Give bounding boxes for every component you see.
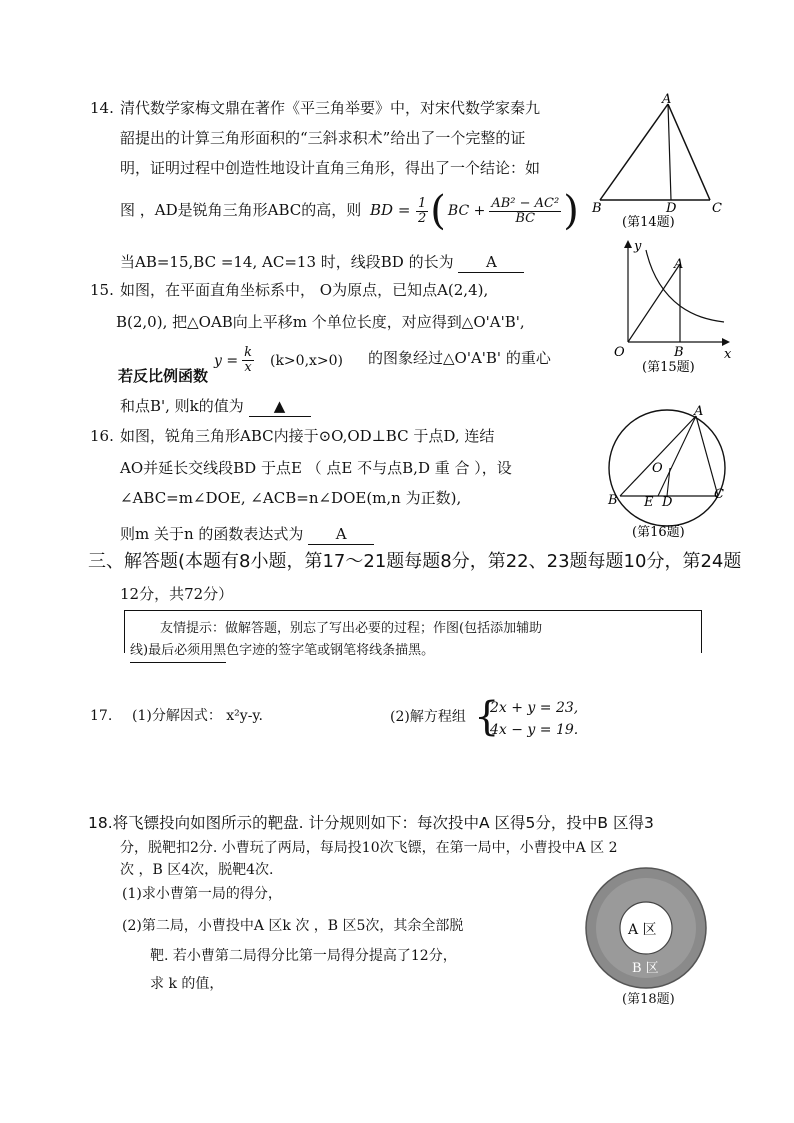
q15-line-1: 如图，在平面直角坐标系中， O为原点，已知点A(2,4), bbox=[120, 281, 489, 299]
q14-height-ad bbox=[668, 104, 671, 200]
q18-line-2: 分，脱靶扣2分. 小曹玩了两局，每局投10次飞镖，在第一局中，小曹投中A 区 2 bbox=[120, 840, 618, 856]
q15-y-arrow bbox=[624, 240, 632, 248]
q16-number: 16. bbox=[90, 427, 114, 445]
q15-function bbox=[214, 346, 343, 375]
q18-caption: (第18题) bbox=[622, 992, 675, 1007]
q14-frac-num: AB² − AC² bbox=[491, 195, 560, 211]
q14-side-ac bbox=[668, 104, 710, 200]
q14-half-num: 1 bbox=[418, 195, 427, 211]
q15-line-4-text: 和点B', 则k的值为 bbox=[120, 397, 244, 415]
q15-line-2: B(2,0), 把△OAB向上平移m 个单位长度，对应得到△O'A'B', bbox=[116, 313, 525, 331]
q17-number: 17. bbox=[90, 708, 113, 724]
q18-part-1: (1)求小曹第一局的得分， bbox=[122, 886, 282, 902]
q16-line-4 bbox=[120, 524, 374, 545]
q16-line-4-text: 则m 关于n 的函数表达式为 bbox=[120, 525, 304, 543]
q15-label-y: y bbox=[634, 239, 642, 254]
q15-line-3-post: 的图象经过△O'A'B' 的重心 bbox=[368, 349, 551, 367]
q15-label-x: x bbox=[724, 347, 732, 362]
q14-label-a: A bbox=[662, 92, 672, 107]
q14-label-b: B bbox=[592, 201, 602, 216]
q17-eq-2: 4x − y = 19. bbox=[490, 722, 579, 738]
hint-underline bbox=[130, 662, 226, 663]
q15-func-cond: (k>0,x>0) bbox=[269, 352, 344, 369]
q18-part-2c: 求 k 的值， bbox=[150, 976, 224, 992]
q16-label-d: D bbox=[662, 495, 673, 510]
q16-line-1: 如图，锐角三角形ABC内接于⊙O,OD⊥BC 于点D, 连结 bbox=[120, 427, 495, 445]
q18-line-3: 次 ，B 区4次，脱靶4次. bbox=[120, 862, 274, 878]
q16-label-a: A bbox=[694, 404, 704, 419]
q14-formula bbox=[416, 188, 579, 234]
q15-label-b: B bbox=[674, 345, 684, 360]
q17-brace: { bbox=[474, 694, 500, 740]
q14-label-d: D bbox=[666, 201, 677, 216]
q16-side-ac bbox=[696, 416, 718, 496]
q14-formula-half bbox=[416, 197, 428, 226]
q16-answer-blank: A bbox=[308, 524, 374, 545]
q17-part-2: (2)解方程组 bbox=[390, 709, 466, 725]
q15-line-3-pre: 若反比例函数 bbox=[118, 367, 209, 385]
q14-left-paren: ( bbox=[430, 188, 446, 234]
q16-label-c: C bbox=[714, 487, 724, 502]
q14-caption: (第14题) bbox=[622, 215, 675, 230]
q14-answer-blank: A bbox=[458, 252, 524, 273]
q14-figure bbox=[588, 92, 728, 234]
q18-part-2: (2)第二局，小曹投中A 区k 次 ，B 区5次，其余全部脱 bbox=[122, 918, 464, 934]
q16-label-o: O bbox=[652, 461, 663, 476]
q15-func-den: x bbox=[244, 360, 252, 375]
q16-label-b: B bbox=[608, 493, 618, 508]
q16-side-ab bbox=[620, 416, 696, 496]
q15-label-a: A bbox=[674, 257, 684, 272]
q14-frac-den: BC bbox=[515, 210, 536, 226]
hint-line-1: 友情提示：做解答题，别忘了写出必要的过程；作图(包括添加辅助 bbox=[160, 621, 543, 636]
q18-zone-b-label: B 区 bbox=[632, 961, 659, 976]
q16-line-3: ∠ABC=m∠DOE, ∠ACB=n∠DOE(m,n 为正数), bbox=[120, 489, 462, 507]
q16-label-e: E bbox=[644, 495, 654, 510]
q14-number: 14. bbox=[90, 99, 114, 117]
q15-x-arrow bbox=[722, 338, 730, 346]
q16-line-od bbox=[667, 468, 670, 496]
q14-line-5 bbox=[120, 252, 524, 273]
q18-line-1: 18.将飞镖投向如图所示的靶盘. 计分规则如下：每次投中A 区得5分，投中B 区得3 bbox=[88, 814, 654, 832]
q18-part-2b: 靶. 若小曹第二局得分比第一局得分提高了12分， bbox=[150, 948, 457, 964]
q15-segment-oa bbox=[628, 264, 680, 342]
q16-line-ae bbox=[658, 416, 696, 496]
hint-line-2: 线)最后必须用黑色字迹的签字笔或钢笔将线条描黑。 bbox=[130, 643, 435, 658]
section-3-title: 三、解答题(本题有8小题，第17～21题每题8分，第22、23题每题10分，第24题 bbox=[88, 551, 742, 572]
q15-caption: (第15题) bbox=[642, 360, 695, 375]
q16-caption: (第16题) bbox=[632, 525, 685, 540]
q14-line-2: 韶提出的计算三角形面积的“三斜求积术”给出了一个完整的证 bbox=[120, 129, 526, 147]
q14-formula-lhs: BD = bbox=[370, 201, 411, 219]
q14-side-ab bbox=[600, 104, 668, 200]
q14-line-1: 清代数学家梅文鼎在著作《平三角举要》中，对宋代数学家秦九 bbox=[120, 99, 541, 117]
q14-line-3: 明，证明过程中创造性地设计直角三角形，得出了一个结论：如 bbox=[120, 159, 541, 177]
q15-number: 15. bbox=[90, 281, 114, 299]
q14-label-c: C bbox=[712, 201, 722, 216]
q15-hyperbola bbox=[646, 250, 724, 322]
q14-line-4-prefix: 图 ，AD是锐角三角形ABC的高，则 bbox=[120, 201, 362, 219]
q14-formula-bc: BC + bbox=[447, 203, 486, 219]
q18-zone-a-label: A 区 bbox=[628, 922, 657, 938]
section-3-subtitle: 12分，共72分） bbox=[120, 585, 234, 603]
q18-figure bbox=[576, 864, 716, 1010]
q14-line-5-text: 当AB=15,BC =14, AC=13 时，线段BD 的长为 bbox=[120, 253, 454, 271]
q15-answer-blank: ▲ bbox=[249, 396, 311, 417]
q16-figure bbox=[600, 400, 740, 548]
q14-half-den: 2 bbox=[418, 210, 427, 226]
q15-func-num: k bbox=[244, 345, 252, 360]
q14-line-4 bbox=[120, 200, 410, 220]
q15-label-o: O bbox=[614, 345, 625, 360]
q17-eq-1: 2x + y = 23, bbox=[490, 700, 579, 716]
q17-part-1: (1)分解因式： x²y-y. bbox=[132, 708, 263, 724]
q15-figure bbox=[608, 236, 732, 376]
q14-formula-frac bbox=[489, 197, 561, 226]
q16-line-2: AO并延长交线段BD 于点E （ 点E 不与点B,D 重 合 ），设 bbox=[120, 459, 512, 477]
q15-line-4 bbox=[120, 396, 311, 417]
q15-func-frac bbox=[242, 346, 254, 375]
q15-func-y: y = bbox=[214, 352, 239, 369]
q14-right-paren: ) bbox=[563, 188, 579, 234]
